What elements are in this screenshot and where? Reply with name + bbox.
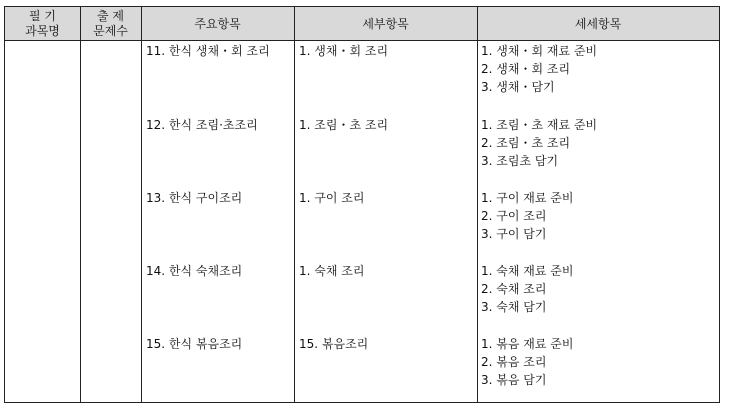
column-divider — [294, 7, 295, 402]
main-item: 15. 한식 볶음조리 — [146, 337, 243, 351]
header-detail-item: 세세항목 — [574, 16, 622, 31]
sub-item: 1. 조림・초 조리 — [299, 118, 389, 132]
detail-item: 2. 숙채 조리 — [481, 282, 547, 296]
detail-item: 2. 볶음 조리 — [481, 355, 547, 369]
header-subject: 필 기 과목명 — [25, 9, 60, 38]
detail-item: 1. 숙채 재료 준비 — [481, 264, 574, 278]
table-header — [5, 7, 719, 41]
detail-items — [481, 262, 573, 316]
detail-items — [481, 42, 597, 96]
sub-item: 15. 볶음조리 — [299, 337, 369, 351]
detail-item: 1. 생채・회 재료 준비 — [481, 44, 598, 58]
column-divider — [477, 7, 478, 402]
detail-item: 1. 조림・초 재료 준비 — [481, 118, 598, 132]
main-item: 13. 한식 구이조리 — [146, 191, 243, 205]
detail-item: 3. 구이 담기 — [481, 227, 547, 241]
detail-item: 2. 생채・회 조리 — [481, 62, 571, 76]
header-sub-item: 세부항목 — [362, 16, 409, 31]
detail-items — [481, 116, 597, 170]
sub-item: 1. 생채・회 조리 — [299, 44, 389, 58]
detail-item: 1. 볶음 재료 준비 — [481, 337, 574, 351]
main-item: 12. 한식 조림·초조리 — [146, 118, 258, 132]
sub-item: 1. 구이 조리 — [299, 191, 365, 205]
detail-item: 2. 조림・초 조리 — [481, 136, 571, 150]
detail-items — [481, 335, 573, 389]
header-main-item: 주요항목 — [194, 16, 241, 31]
detail-item: 3. 조림초 담기 — [481, 154, 559, 168]
header-question-count: 출 제 문제수 — [93, 9, 128, 38]
column-divider — [141, 7, 142, 402]
main-item: 11. 한식 생채・회 조리 — [146, 44, 270, 58]
detail-item: 2. 구이 조리 — [481, 209, 547, 223]
exam-criteria-table — [4, 6, 720, 403]
column-divider — [80, 7, 81, 402]
detail-item: 1. 구이 재료 준비 — [481, 191, 574, 205]
detail-items — [481, 189, 573, 243]
sub-item: 1. 숙채 조리 — [299, 264, 365, 278]
detail-item: 3. 볶음 담기 — [481, 373, 547, 387]
detail-item: 3. 숙채 담기 — [481, 300, 547, 314]
detail-item: 3. 생채・담기 — [481, 80, 555, 94]
main-item: 14. 한식 숙채조리 — [146, 264, 243, 278]
